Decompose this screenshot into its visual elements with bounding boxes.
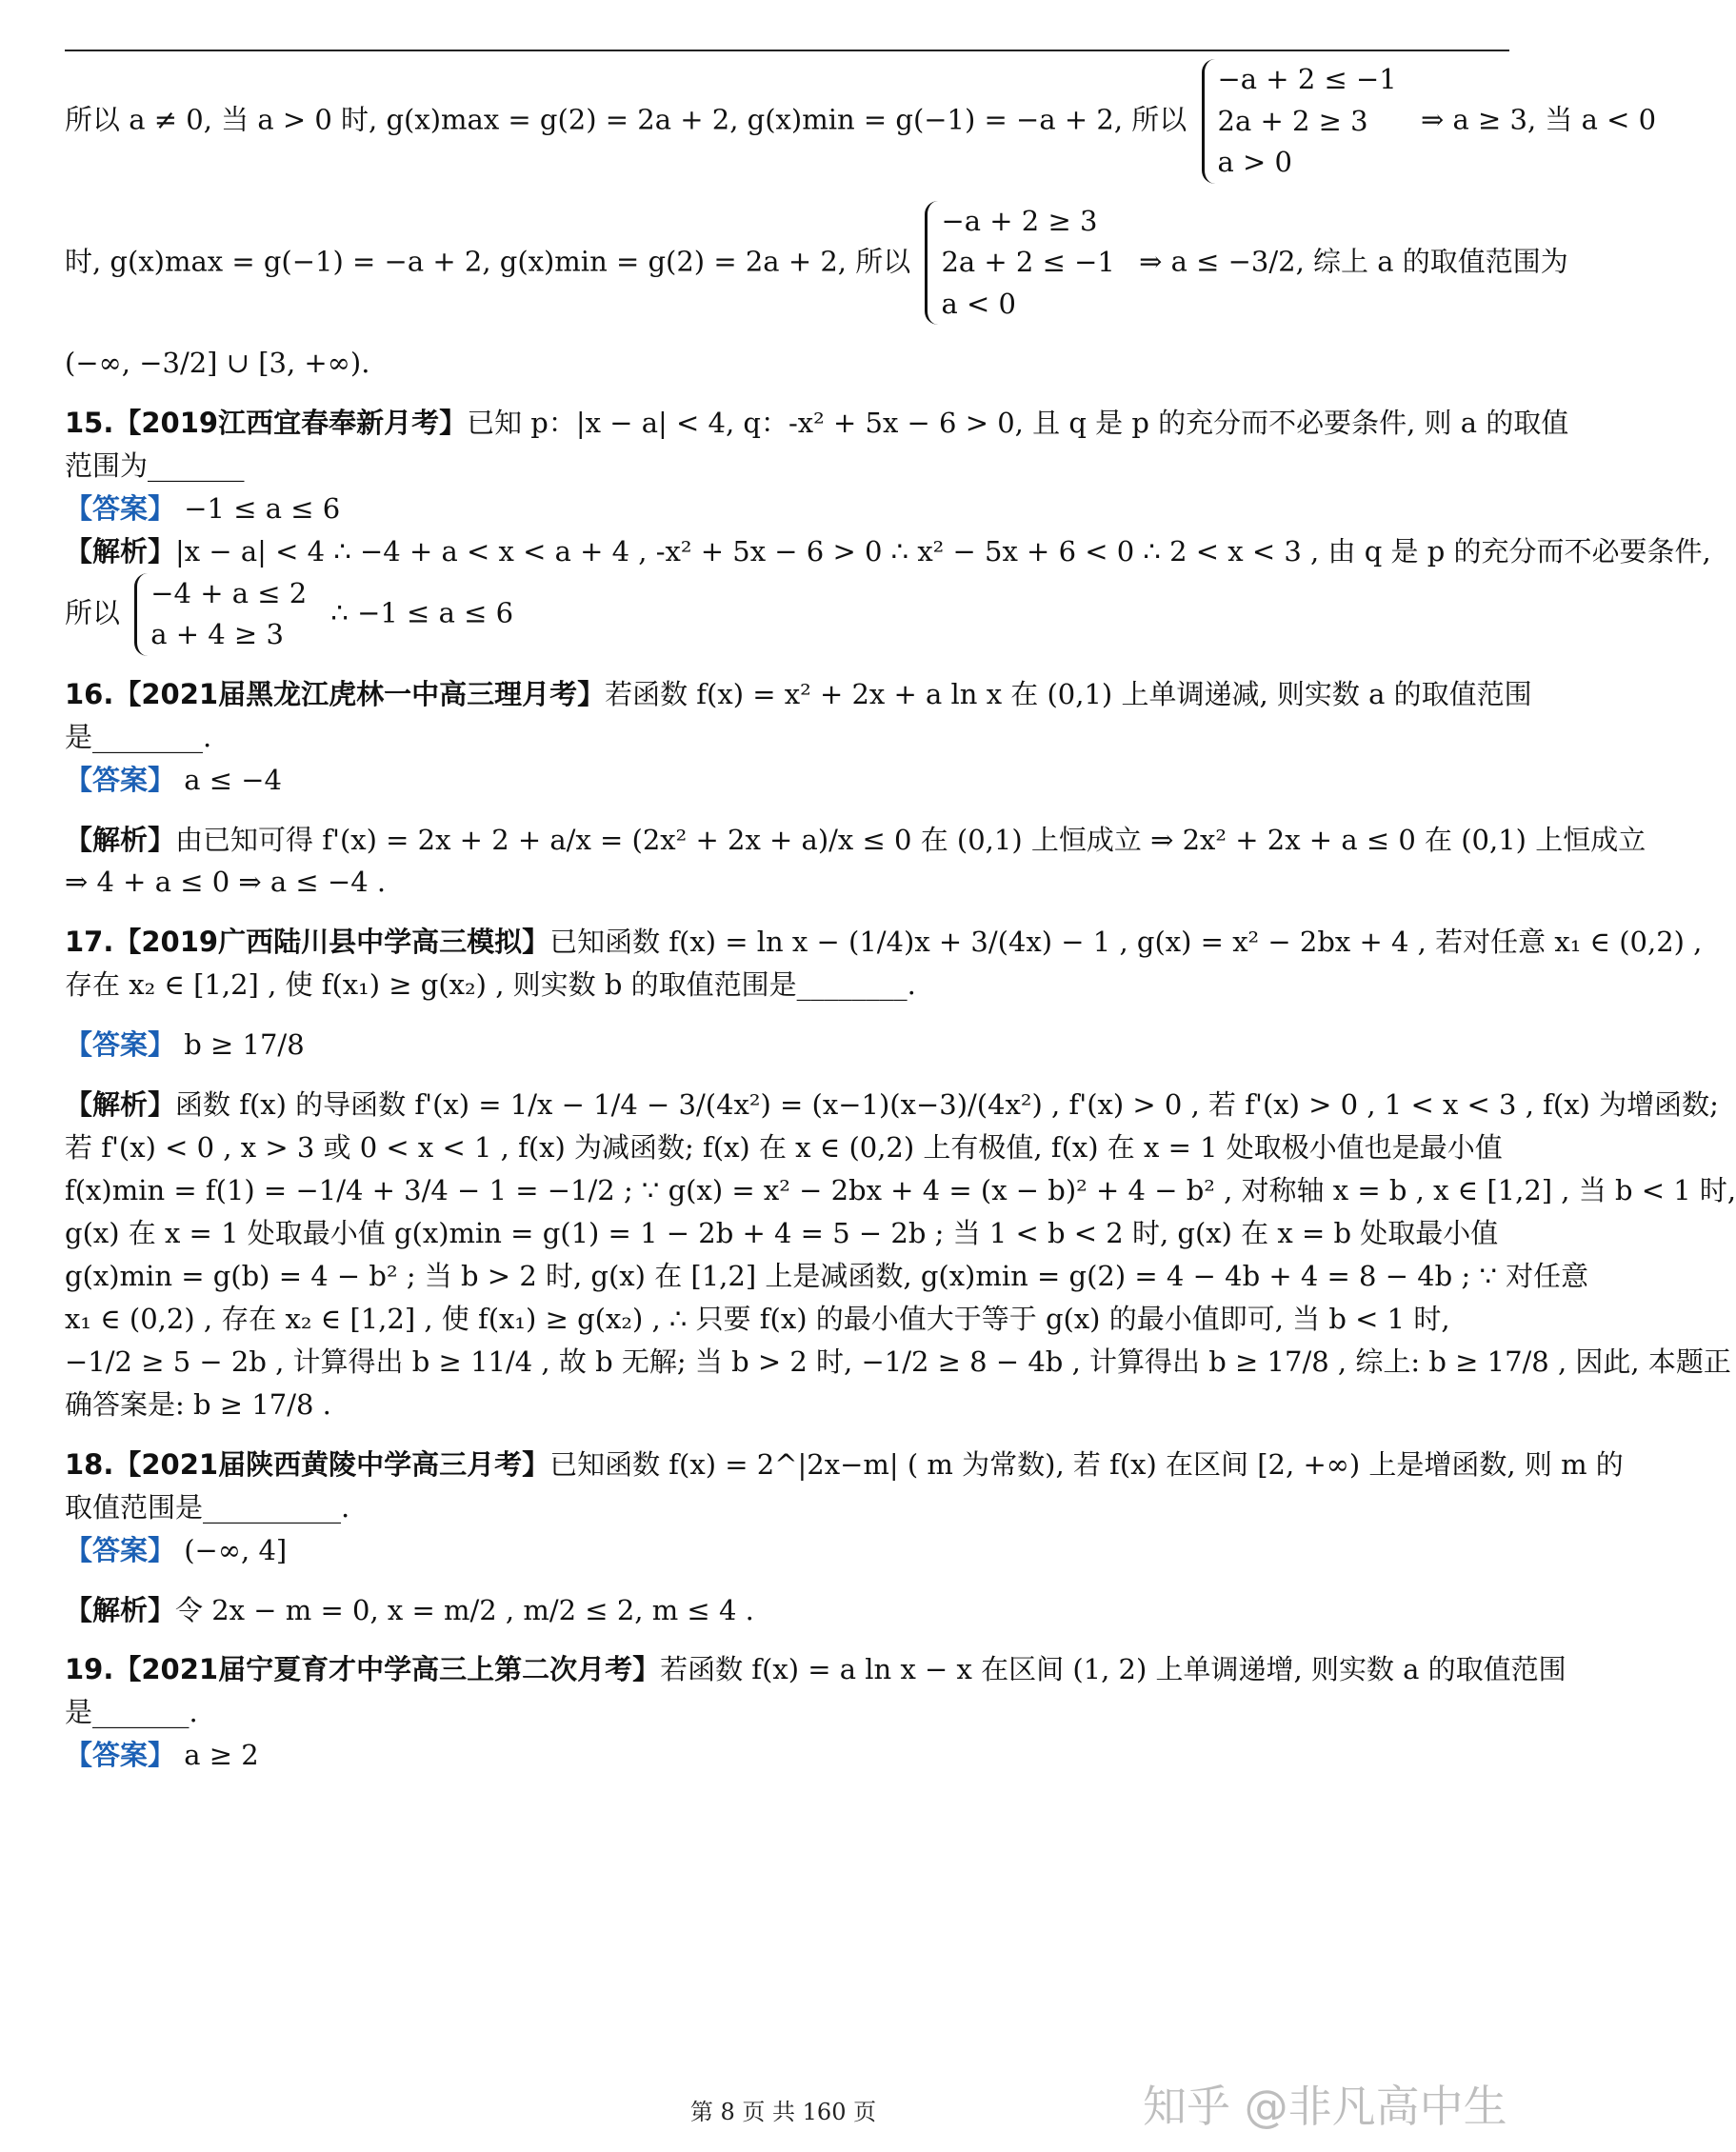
analysis-text: 由已知可得 f'(x) = 2x + 2 + a/x = (2x² + 2x + a)/x ≤ 0 在 (0,1) 上恒成立 ⇒ 2x² + 2x + a ≤ 0 在 (0,1) 上恒成立 xyxy=(175,823,1646,856)
answer-label: 【答案】 xyxy=(65,1533,176,1566)
question-text: 已知 p：|x − a| < 4, q：-x² + 5x − 6 > 0, 且 q 是 p 的充分而不必要条件, 则 a 的取值 xyxy=(467,406,1569,439)
analysis-17-line-2: 若 f'(x) < 0 , x > 3 或 0 < x < 1 , f(x) 为减函数; f(x) 在 x ∈ (0,2) 上有极值, f(x) 在 x = 1 处取极小值也是最小值 xyxy=(65,1131,1503,1165)
analysis-label: 【解析】 xyxy=(65,823,176,856)
analysis-18 xyxy=(65,1589,1509,1632)
system-row: a + 4 ≥ 3 xyxy=(150,618,284,651)
text-run: 时, g(x)max = g(−1) = −a + 2, g(x)min = g(2) = 2a + 2, 所以 xyxy=(65,244,911,277)
question-17-cont: 存在 x₂ ∈ [1,2] , 使 f(x₁) ≥ g(x₂) , 则实数 b 的取值范围是________. xyxy=(65,968,916,1002)
watermark: 知乎 @非凡高中生 xyxy=(1143,2081,1507,2132)
continuation-line-2 xyxy=(65,201,1568,326)
analysis-17-line-4: g(x) 在 x = 1 处取最小值 g(x)min = g(1) = 1 − 2b + 4 = 5 − 2b ; 当 1 < b < 2 时, g(x) 在 x = b 处取最小值 xyxy=(65,1217,1499,1249)
analysis-17-line-8: 确答案是: b ≥ 17/8 . xyxy=(65,1387,331,1421)
answer-17 xyxy=(65,1024,1509,1066)
system-row: 2a + 2 ≥ 3 xyxy=(1217,104,1368,137)
analysis-17-line-7: −1/2 ≥ 5 − 2b , 计算得出 b ≥ 11/4 , 故 b 无解; 当 b > 2 时, −1/2 ≥ 8 − 4b , 计算得出 b ≥ 17/8 , 综上: b ≥ 17/8 , 因此, 本题正 xyxy=(65,1345,1731,1378)
system-row: −a + 2 ≤ −1 xyxy=(1217,63,1397,95)
analysis-17-line-5: g(x)min = g(b) = 4 − b² ; 当 b > 2 时, g(x) 在 [1,2] 上是减函数, g(x)min = g(2) = 4 − 4b + 4 = 8 − 4b ; ∵ 对任意 xyxy=(65,1259,1589,1292)
analysis-16 xyxy=(65,819,1646,862)
answer-label: 【答案】 xyxy=(65,1739,176,1772)
analysis-label: 【解析】 xyxy=(65,1088,176,1122)
analysis-label: 【解析】 xyxy=(65,1593,176,1626)
question-18 xyxy=(65,1444,1624,1486)
answer-19 xyxy=(65,1734,1509,1777)
system-row: −a + 2 ≥ 3 xyxy=(941,204,1098,237)
text-run: ⇒ a ≥ 3, 当 a < 0 xyxy=(1420,103,1657,136)
page-number: 第 8 页 共 160 页 xyxy=(689,2099,877,2125)
answer-value: (−∞, 4] xyxy=(184,1533,288,1566)
answer-value: −1 ≤ a ≤ 6 xyxy=(184,491,341,525)
question-19-cont: 是_______. xyxy=(65,1696,198,1729)
document-body xyxy=(65,57,1736,1777)
question-16-cont: 是________. xyxy=(65,720,212,753)
question-source: 16.【2021届黑龙江虎林一中高三理月考】 xyxy=(65,677,606,710)
answer-label: 【答案】 xyxy=(65,1028,176,1062)
system-row: a < 0 xyxy=(941,287,1016,320)
header-rule xyxy=(65,50,1509,51)
question-text: 若函数 f(x) = a ln x − x 在区间 (1, 2) 上单调递增, 则实数 a 的取值范围 xyxy=(660,1653,1566,1686)
system-row: −4 + a ≤ 2 xyxy=(150,576,308,609)
continuation-line-3: (−∞, −3/2] ∪ [3, +∞). xyxy=(65,347,370,379)
answer-label: 【答案】 xyxy=(65,491,176,525)
question-source: 18.【2021届陕西黄陵中学高三月考】 xyxy=(65,1447,550,1481)
equation-system xyxy=(134,573,316,656)
system-row: 2a + 2 ≤ −1 xyxy=(941,246,1115,278)
answer-16 xyxy=(65,759,1509,802)
equation-system xyxy=(1202,59,1407,184)
analysis-label: 【解析】 xyxy=(65,534,176,568)
analysis-17-line-6: x₁ ∈ (0,2) , 存在 x₂ ∈ [1,2] , 使 f(x₁) ≥ g(x₂) , ∴ 只要 f(x) 的最小值大于等于 g(x) 的最小值即可, 当 b < 1 时, xyxy=(65,1302,1450,1335)
question-source: 19.【2021届宁夏育才中学高三上第二次月考】 xyxy=(65,1653,661,1686)
analysis-text: 令 2x − m = 0, x = m/2 , m/2 ≤ 2, m ≤ 4 . xyxy=(175,1593,754,1626)
text-run: ⇒ a ≤ −3/2, 综上 a 的取值范围为 xyxy=(1139,244,1568,277)
question-text: 若函数 f(x) = x² + 2x + a ln x 在 (0,1) 上单调递减, 则实数 a 的取值范围 xyxy=(605,677,1532,710)
answer-label: 【答案】 xyxy=(65,763,176,796)
text-run: 所以 a ≠ 0, 当 a > 0 时, g(x)max = g(2) = 2a + 2, g(x)min = g(−1) = −a + 2, 所以 xyxy=(65,103,1187,136)
question-15-cont: 范围为_______ xyxy=(65,448,245,482)
analysis-16-cont: ⇒ 4 + a ≤ 0 ⇒ a ≤ −4 . xyxy=(65,866,387,899)
question-text: 已知函数 f(x) = 2^|2x−m| ( m 为常数), 若 f(x) 在区间 [2, +∞) 上是增函数, 则 m 的 xyxy=(549,1447,1624,1481)
question-16 xyxy=(65,673,1532,716)
analysis-text: 函数 f(x) 的导函数 f'(x) = 1/x − 1/4 − 3/(4x²) = (x−1)(x−3)/(4x²) , f'(x) > 0 , 若 f'(x) > 0 , 1 < x < 3 , f(x) 为增函数; xyxy=(175,1088,1719,1122)
question-17 xyxy=(65,921,1703,964)
question-19 xyxy=(65,1648,1566,1691)
question-text: 已知函数 f(x) = ln x − (1/4)x + 3/(4x) − 1 , g(x) = x² − 2bx + 4 , 若对任意 x₁ ∈ (0,2) , xyxy=(549,926,1703,959)
answer-15 xyxy=(65,488,1509,530)
answer-18 xyxy=(65,1529,1509,1572)
analysis-17 xyxy=(65,1084,1719,1126)
text-run: 所以 xyxy=(65,596,121,629)
analysis-15 xyxy=(65,530,1711,573)
question-18-cont: 取值范围是__________. xyxy=(65,1490,350,1524)
question-source: 15.【2019江西宜春奉新月考】 xyxy=(65,406,468,439)
equation-system xyxy=(925,201,1124,326)
answer-value: b ≥ 17/8 xyxy=(184,1028,305,1062)
analysis-15-cont xyxy=(65,573,1509,656)
system-row: a > 0 xyxy=(1217,146,1292,178)
answer-value: a ≥ 2 xyxy=(184,1739,259,1772)
continuation-line-1 xyxy=(65,59,1657,184)
question-source: 17.【2019广西陆川县中学高三模拟】 xyxy=(65,926,550,959)
answer-value: a ≤ −4 xyxy=(184,763,283,796)
text-run: ∴ −1 ≤ a ≤ 6 xyxy=(330,596,514,629)
question-15 xyxy=(65,402,1569,445)
analysis-text: |x − a| < 4 ∴ −4 + a < x < a + 4 , -x² + 5x − 6 > 0 ∴ x² − 5x + 6 < 0 ∴ 2 < x < 3 , 由 q 是 p 的充分而不必要条件, xyxy=(175,534,1711,568)
analysis-17-line-3: f(x)min = f(1) = −1/4 + 3/4 − 1 = −1/2 ; ∵ g(x) = x² − 2bx + 4 = (x − b)² + 4 − b² , 对称轴 x = b , x ∈ [1,2] , 当 b < 1 时, xyxy=(65,1174,1736,1207)
